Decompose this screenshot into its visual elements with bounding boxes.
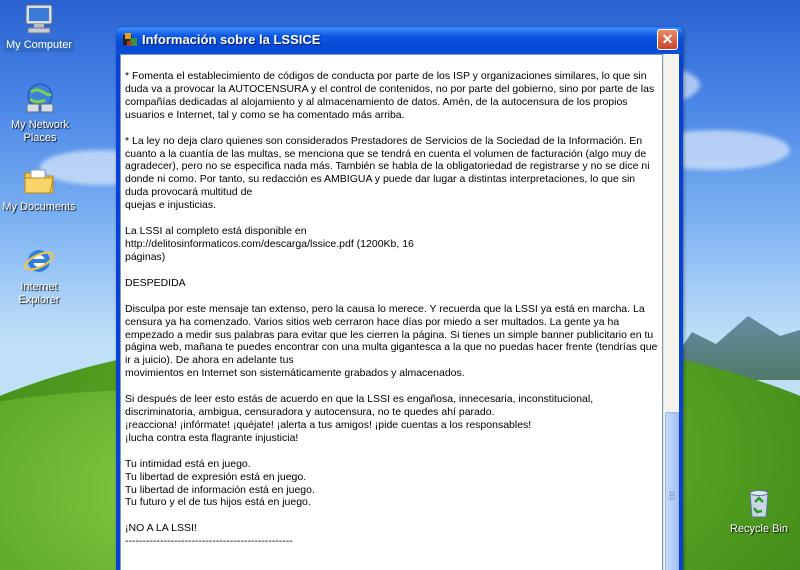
info-text-area[interactable]	[120, 54, 663, 570]
app-icon	[122, 32, 138, 48]
desktop-icon-label: My Computer	[5, 39, 73, 51]
paragraph: La LSSI al completo está disponible en http://delitosinformaticos.com/descarga/lssice.pdf (1200Kb, 16 páginas)	[125, 225, 414, 263]
ie-icon	[22, 244, 56, 278]
window-client-area	[120, 54, 679, 570]
paragraph: * La ley no deja claro quienes son considerados Prestadores de Servicios de la Sociedad de la Información. En cuanto a la cuantía de las multas, se menciona que se tendrá en cuenta el volumen de facturación (algo muy de agradecer), pero no se especifica nada más. También se habla de la obligatoriedad de registrarse y no se dice ni donde ni como. Por tanto, su redacción es AMBIGUA y puede dar lugar a distintas interpretaciones, lo que sin duda provocará multitud de quejas e injusticias.	[125, 134, 650, 212]
desktop-icon-label: Recycle Bin	[729, 523, 789, 535]
scrollbar-thumb[interactable]	[665, 412, 679, 570]
close-icon: ✕	[661, 31, 674, 47]
paragraph: * Fomenta el establecimiento de códigos de conducta por parte de los ISP y organizaciones similares, lo que sin duda va a provocar la AUTOCENSURA y el control de contenidos, no por parte del gobierno, sino por parte de las compañías dedicadas al alojamiento y al almacenamiento de datos. Amén, de la autocensura de los propios usuarios e Internet, tal y como se ha comentado más arriba.	[125, 70, 655, 121]
window-title: Información sobre la LSSICE	[142, 32, 321, 47]
desktop-icon-my-computer[interactable]	[0, 2, 78, 52]
computer-icon	[22, 2, 56, 36]
desktop-icon-label: My Documents	[2, 201, 76, 213]
desktop-icon-my-documents[interactable]	[0, 164, 78, 214]
window-titlebar[interactable]	[116, 26, 683, 54]
folder-icon	[22, 164, 56, 198]
network-icon	[23, 82, 57, 116]
desktop-icon-my-network-places[interactable]	[1, 82, 79, 145]
info-window	[116, 26, 683, 570]
paragraph: Disculpa por este mensaje tan extenso, pero la causa lo merece. Y recuerda que la LSSI ya está en marcha. La censura ya ha comenzado. Varios sitios web cerraron hace días por miedo a ser multados. La gente ya ha empezado a medir sus palabras para evitar que les cierren la página. Si tienes un simple banner publicitario en tu página web, mañana te puedes encontrar con una multa gigantesca a la que no puedas hacer frente (tendrías que ir a juicio). De ahora en adelante tus movimientos en Internet son sistemáticamente grabados y almacenados.	[125, 302, 658, 380]
close-button[interactable]	[657, 29, 678, 50]
desktop-icon-label: My Network Places	[10, 119, 70, 144]
vertical-scrollbar[interactable]	[663, 54, 679, 570]
info-text-content	[125, 70, 661, 561]
paragraph: Si después de leer esto estás de acuerdo en que la LSSI es engañosa, innecesaria, inconstitucional, discriminatoria, ambigua, censuradora y autocensura, no te quedes ahí parado. ¡reacciona! ¡infórmate! ¡quéjate! ¡alerta a tus amigos! ¡pide cuentas a los responsables! ¡lucha contra esta flagrante injusticia!	[125, 393, 594, 444]
paragraph: Tu intimidad está en juego. Tu libertad de expresión está en juego. Tu libertad de información está en juego. Tu futuro y el de tus hijos está en juego.	[125, 457, 315, 509]
desktop-icon-label: Internet Explorer	[18, 281, 60, 306]
heading-despedida: DESPEDIDA	[125, 276, 186, 289]
recycle-bin-icon	[742, 486, 776, 520]
desktop-icon-recycle-bin[interactable]	[720, 486, 798, 536]
scrollbar-grip	[669, 491, 675, 500]
desktop-icon-internet-explorer[interactable]	[0, 244, 78, 307]
paragraph: ¡NO A LA LSSI! ------------------------------------------------	[125, 522, 293, 548]
